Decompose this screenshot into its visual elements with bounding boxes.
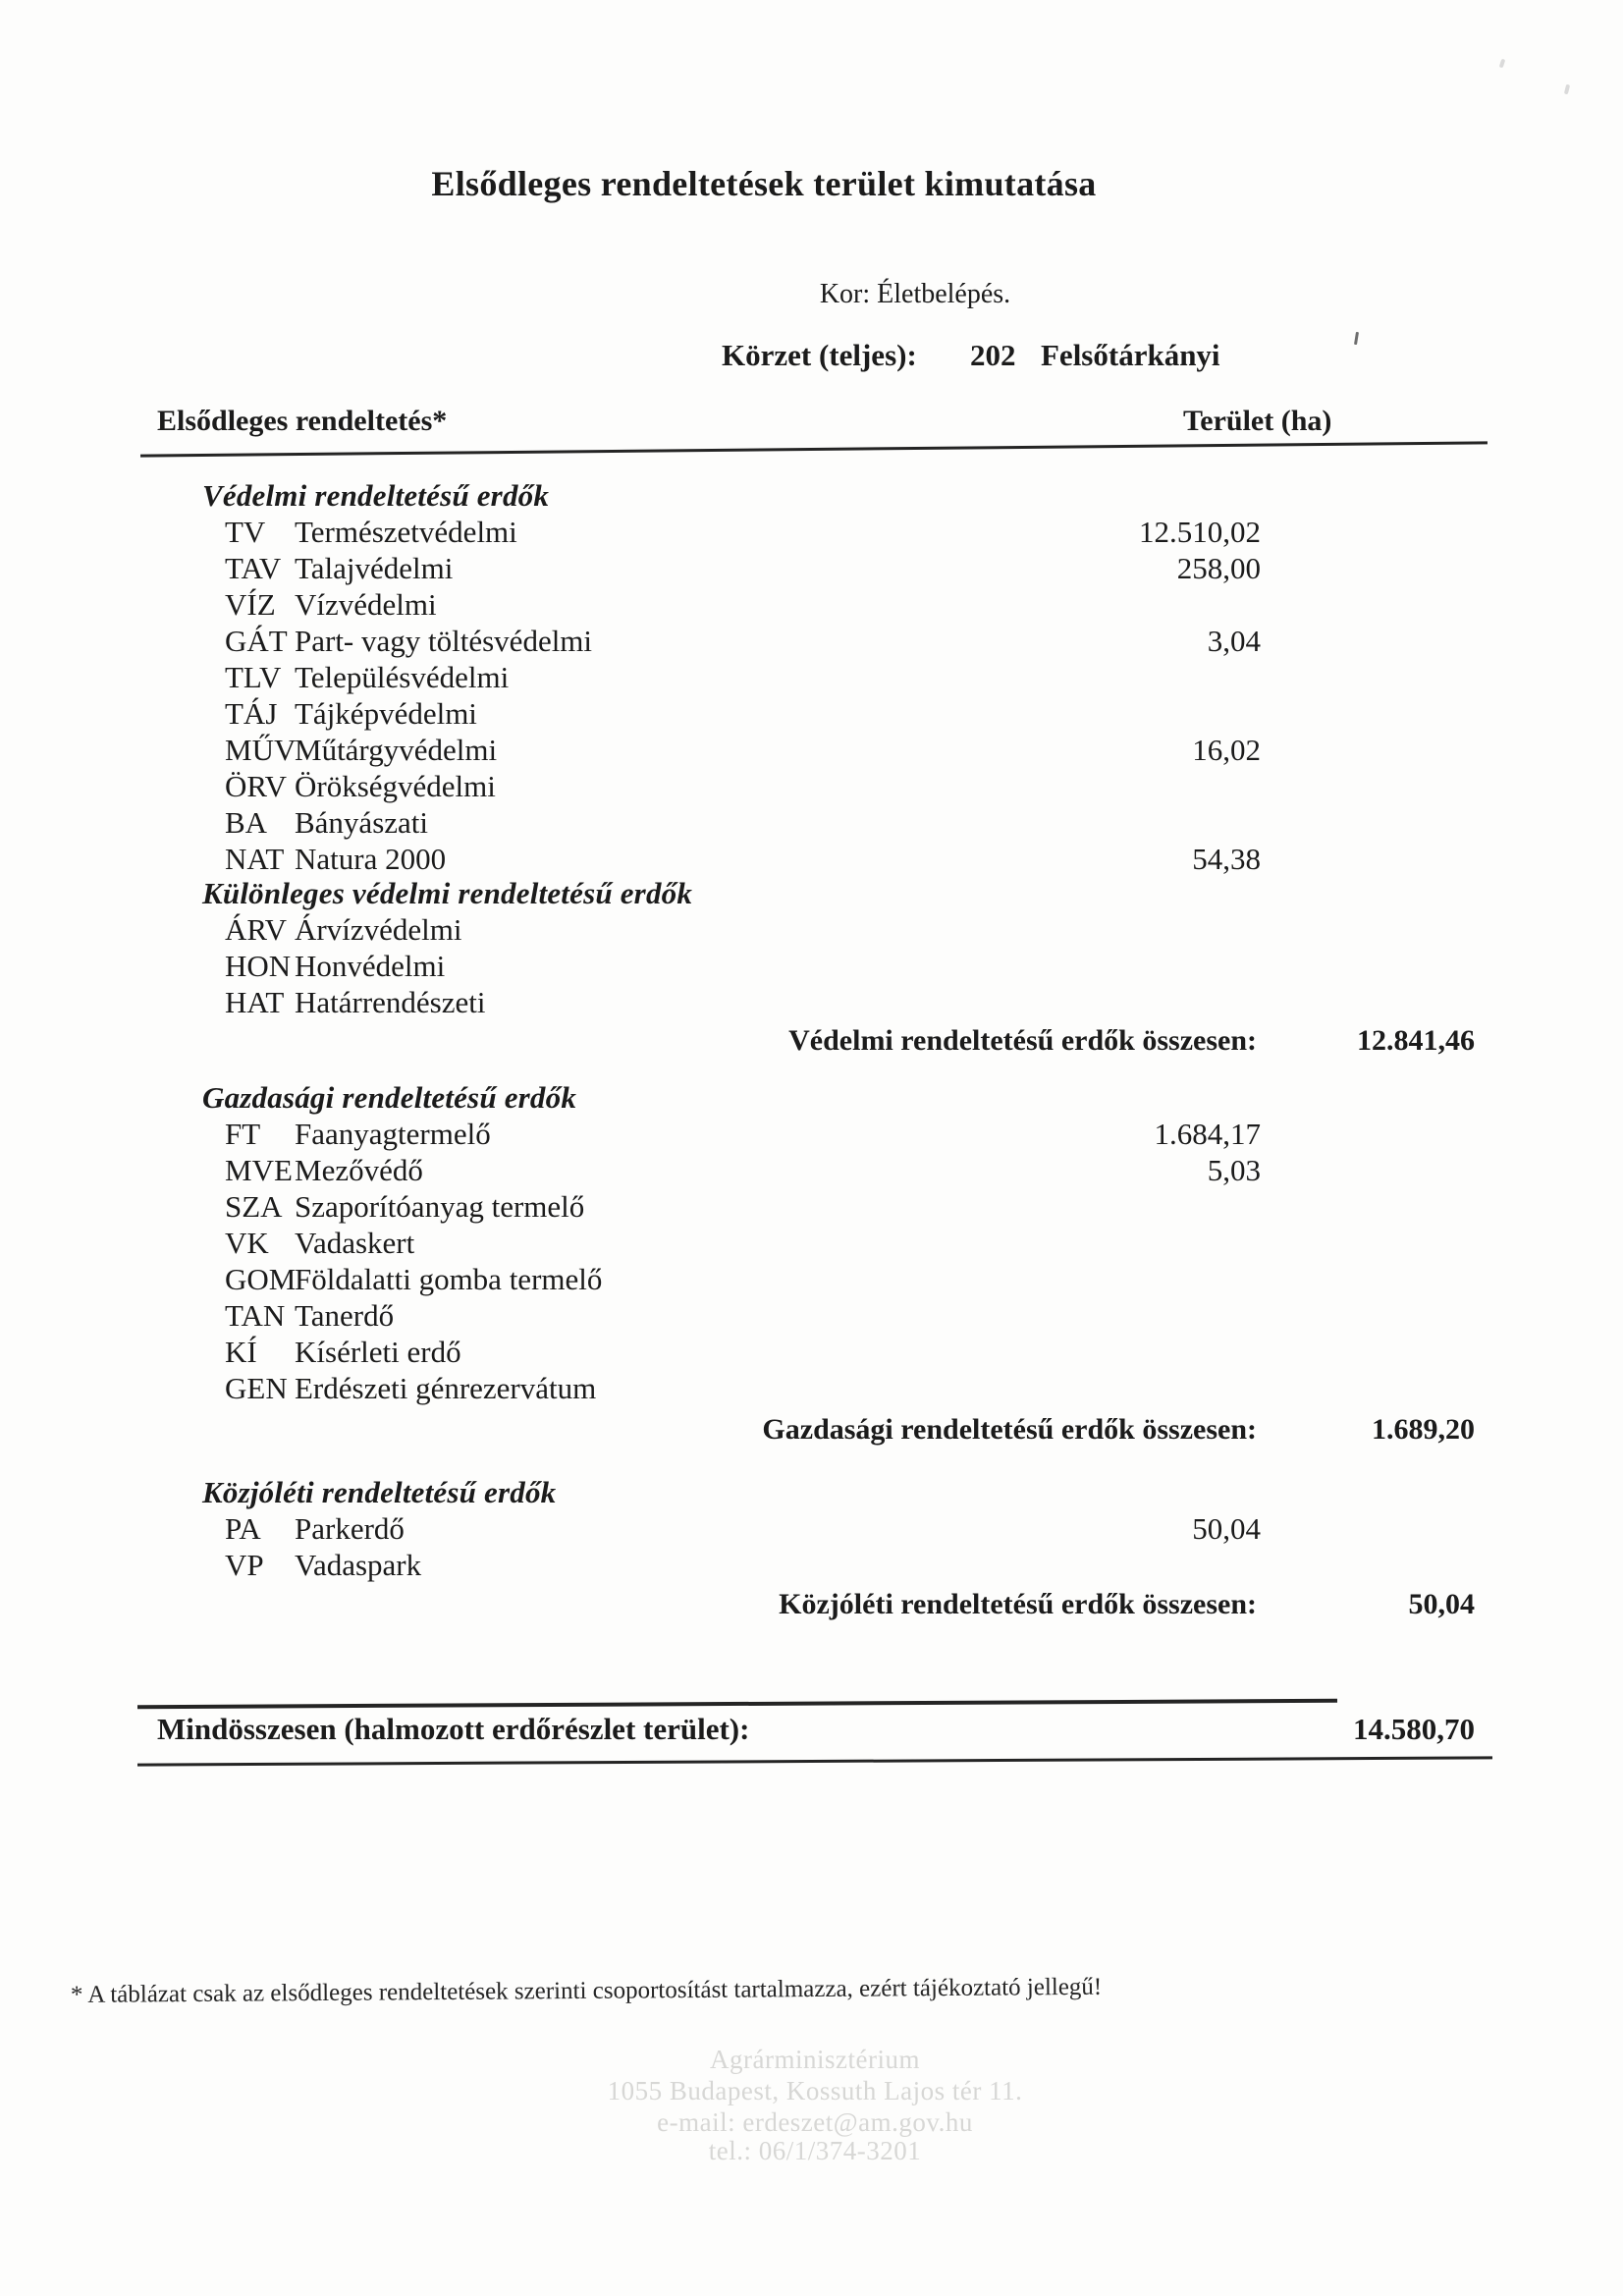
designation-name: Településvédelmi bbox=[295, 660, 510, 694]
designation-code: ÖRV bbox=[225, 769, 287, 803]
header-rule bbox=[140, 441, 1488, 457]
designation-name: Szaporítóanyag termelő bbox=[295, 1189, 585, 1224]
table-row bbox=[0, 1298, 1623, 1334]
designation-name: Faanyagtermelő bbox=[295, 1117, 491, 1151]
designation-code: HAT bbox=[225, 985, 285, 1019]
designation-name: Tanerdő bbox=[295, 1298, 395, 1333]
subtotal-row-kozjoleti bbox=[0, 1588, 1623, 1623]
designation-name: Vízvédelmi bbox=[295, 587, 437, 622]
area-value: 16,02 bbox=[1192, 733, 1261, 767]
designation-name: Határrendészeti bbox=[295, 985, 486, 1019]
designation-name: Talajvédelmi bbox=[295, 551, 454, 585]
section-heading-gazdasagi: Gazdasági rendeltetésű erdők bbox=[202, 1080, 577, 1115]
designation-name: Műtárgyvédelmi bbox=[295, 733, 498, 767]
area-value: 1.684,17 bbox=[1154, 1117, 1261, 1151]
grand-total-rule-bottom bbox=[137, 1756, 1492, 1766]
scan-artifact bbox=[1499, 59, 1506, 69]
table-row bbox=[0, 769, 1623, 804]
designation-code: VK bbox=[225, 1226, 269, 1260]
designation-name: Földalatti gomba termelő bbox=[295, 1262, 603, 1296]
designation-code: MVE bbox=[225, 1153, 293, 1187]
scan-artifact bbox=[1564, 84, 1570, 95]
table-row bbox=[0, 1226, 1623, 1261]
table-row bbox=[0, 551, 1623, 586]
scan-artifact bbox=[1354, 332, 1359, 345]
designation-code: PA bbox=[225, 1511, 261, 1546]
table-row bbox=[0, 696, 1623, 732]
designation-code: TAV bbox=[225, 551, 282, 585]
designation-name: Árvízvédelmi bbox=[295, 912, 462, 947]
designation-name: Kísérleti erdő bbox=[295, 1335, 461, 1369]
subtotal-label: Gazdasági rendeltetésű erdők összesen: bbox=[762, 1413, 1257, 1446]
designation-name: Természetvédelmi bbox=[295, 515, 517, 549]
grand-total-rule-top bbox=[137, 1699, 1337, 1709]
designation-name: Mezővédő bbox=[295, 1153, 423, 1187]
table-row bbox=[0, 1335, 1623, 1370]
kor-line: Kor: Életbelépés. bbox=[819, 279, 1011, 309]
table-row bbox=[0, 733, 1623, 768]
table-row bbox=[0, 587, 1623, 623]
korzet-label: Körzet (teljes): bbox=[722, 338, 917, 372]
table-row bbox=[0, 1117, 1623, 1152]
designation-code: MŰV bbox=[225, 733, 297, 767]
designation-code: GOM bbox=[225, 1262, 297, 1296]
table-row bbox=[0, 660, 1623, 695]
area-value: 50,04 bbox=[1192, 1511, 1261, 1546]
designation-name: Erdészeti génrezervátum bbox=[295, 1371, 597, 1405]
area-value: 3,04 bbox=[1207, 624, 1261, 658]
korzet-code: 202 bbox=[970, 338, 1016, 372]
designation-name: Vadaskert bbox=[295, 1226, 415, 1260]
designation-code: GEN bbox=[225, 1371, 288, 1405]
subtotal-value: 12.841,46 bbox=[1357, 1024, 1475, 1057]
area-value: 5,03 bbox=[1207, 1153, 1261, 1187]
designation-code: TLV bbox=[225, 660, 282, 694]
designation-code: GÁT bbox=[225, 624, 288, 658]
table-row bbox=[0, 985, 1623, 1020]
footnote: * A táblázat csak az elsődleges rendeltetések szerinti csoportosítást tartalmazza, ezért tájékoztató jellegű! bbox=[70, 1973, 1103, 2008]
table-row bbox=[0, 912, 1623, 948]
table-row bbox=[0, 805, 1623, 841]
designation-code: NAT bbox=[225, 842, 285, 876]
designation-code: ÁRV bbox=[225, 912, 287, 947]
table-row bbox=[0, 1511, 1623, 1547]
designation-name: Tájképvédelmi bbox=[295, 696, 477, 731]
designation-code: SZA bbox=[225, 1189, 283, 1224]
area-value: 54,38 bbox=[1192, 842, 1261, 876]
stamp-line-email: e-mail: erdeszet@am.gov.hu bbox=[657, 2107, 973, 2137]
designation-code: TÁJ bbox=[225, 696, 278, 731]
table-row bbox=[0, 624, 1623, 659]
designation-code: KÍ bbox=[225, 1335, 257, 1369]
area-value: 258,00 bbox=[1176, 551, 1261, 585]
column-header-designation: Elsődleges rendeltetés* bbox=[157, 405, 448, 437]
subtotal-row-vedelmi bbox=[0, 1024, 1623, 1060]
designation-name: Part- vagy töltésvédelmi bbox=[295, 624, 593, 658]
subtotal-value: 1.689,20 bbox=[1372, 1413, 1475, 1446]
table-row bbox=[0, 515, 1623, 550]
stamp-line-phone: tel.: 06/1/374-3201 bbox=[708, 2136, 922, 2165]
designation-code: VÍZ bbox=[225, 587, 276, 622]
designation-name: Vadaspark bbox=[295, 1548, 422, 1582]
designation-name: Örökségvédelmi bbox=[295, 769, 496, 803]
subtotal-label: Közjóléti rendeltetésű erdők összesen: bbox=[779, 1588, 1257, 1620]
grand-total-label: Mindösszesen (halmozott erdőrészlet terület): bbox=[157, 1712, 750, 1746]
grand-total-value: 14.580,70 bbox=[1353, 1712, 1475, 1746]
stamp-line-address: 1055 Budapest, Kossuth Lajos tér 11. bbox=[607, 2076, 1023, 2105]
table-row bbox=[0, 1189, 1623, 1225]
designation-name: Honvédelmi bbox=[295, 949, 446, 983]
section-heading-kulonleges: Különleges védelmi rendeltetésű erdők bbox=[202, 876, 693, 910]
subtotal-label: Védelmi rendeltetésű erdők összesen: bbox=[788, 1024, 1257, 1057]
subtotal-value: 50,04 bbox=[1408, 1588, 1475, 1620]
table-row bbox=[0, 949, 1623, 984]
subtotal-row-gazdasagi bbox=[0, 1413, 1623, 1449]
designation-name: Parkerdő bbox=[295, 1511, 405, 1546]
designation-name: Natura 2000 bbox=[295, 842, 447, 876]
section-heading-kozjoleti: Közjóléti rendeltetésű erdők bbox=[202, 1475, 557, 1509]
section-heading-vedelmi: Védelmi rendeltetésű erdők bbox=[202, 478, 550, 513]
korzet-name: Felsőtárkányi bbox=[1041, 338, 1220, 372]
stamp-line-ministry: Agrárminisztérium bbox=[710, 2045, 920, 2074]
table-row bbox=[0, 842, 1623, 877]
designation-name: Bányászati bbox=[295, 805, 429, 840]
page-title: Elsődleges rendeltetések terület kimutatása bbox=[431, 164, 1097, 203]
designation-code: HON bbox=[225, 949, 292, 983]
designation-code: BA bbox=[225, 805, 268, 840]
designation-code: VP bbox=[225, 1548, 264, 1582]
table-row bbox=[0, 1371, 1623, 1406]
designation-code: TAN bbox=[225, 1298, 286, 1333]
table-row bbox=[0, 1548, 1623, 1583]
table-row bbox=[0, 1153, 1623, 1188]
designation-code: TV bbox=[225, 515, 266, 549]
table-row bbox=[0, 1262, 1623, 1297]
designation-code: FT bbox=[225, 1117, 261, 1151]
column-header-area: Terület (ha) bbox=[1183, 405, 1332, 437]
area-value: 12.510,02 bbox=[1139, 515, 1261, 549]
